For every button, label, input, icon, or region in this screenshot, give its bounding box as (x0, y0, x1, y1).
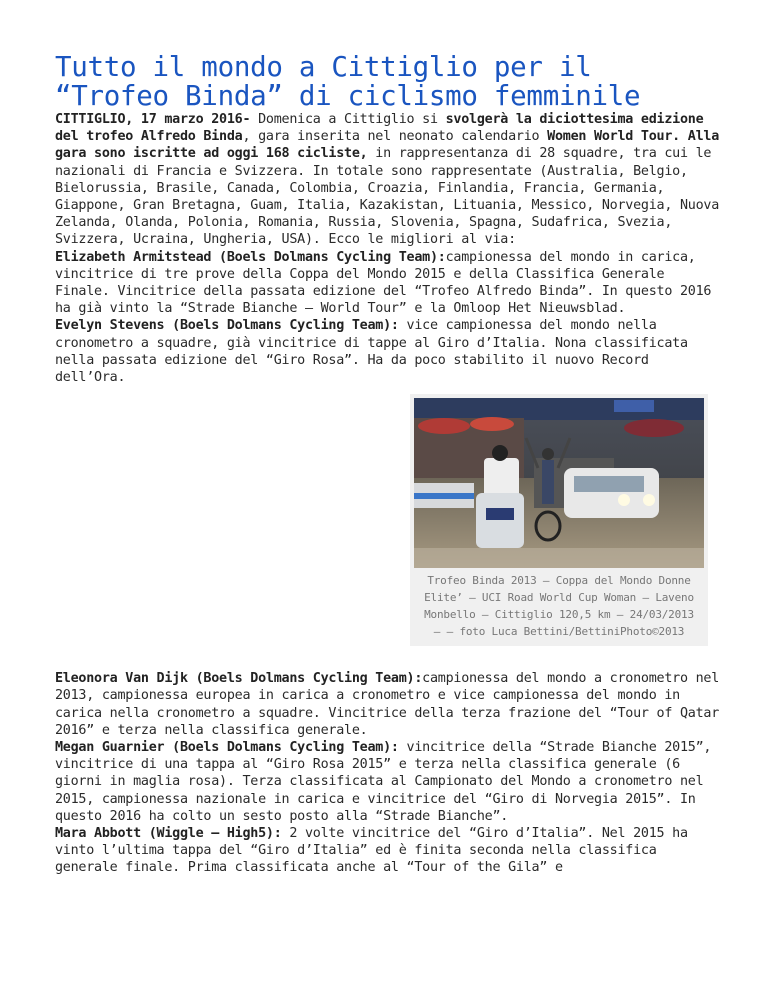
rider-paragraph (55, 825, 720, 877)
rider-name: Mara Abbott (Wiggle – High5): (55, 826, 282, 842)
photo-caption: Trofeo Binda 2013 – Coppa del Mondo Donne Elite’ – UCI Road World Cup Woman – Laveno Monbello – Cittiglio 120,5 km – 24/03/2013 – – foto Luca Bettini/BettiniPhoto©2013 (424, 574, 694, 639)
race-photo (414, 398, 704, 568)
dateline: CITTIGLIO, 17 marzo 2016- (55, 112, 251, 127)
rider-text: 2 volte vincitrice del “Giro d’Italia”. Nel 2015 ha vinto l’ultima tappa del “Giro d’Italia” ed è finita seconda nella classifica generale finale. Prima classificata anche al “Tour of the Gila” e (55, 826, 688, 876)
rider-text: campionessa del mondo in carica, vincitrice di tre prove della Coppa del Mondo 2015 e della Classifica Generale Finale. Vincitrice della passata edizione del “Trofeo Alfredo Binda”. In questo 2016 ha già vinto la “Strade Bianche – World Tour” e la Omloop Het Nieuwsblad. (55, 249, 712, 317)
intro-bold-2: Women World Tour. Alla gara sono iscritte ad oggi 168 cicliste, (55, 129, 720, 162)
rider-paragraph (55, 670, 720, 739)
intro-paragraph (55, 111, 720, 249)
rider-paragraph (55, 739, 720, 825)
rider-text: vice campionessa del mondo nella cronometro a squadre, già vincitrice di tappe al Giro d’Italia. Nona classificata nella passata edizione del “Giro Rosa”. Ha da poco stabilito il nuovo Record dell’Ora. (55, 318, 688, 386)
photo-figure (410, 394, 708, 646)
rider-paragraph (55, 317, 720, 386)
intro-bold-1: svolgerà la diciottesima edizione del trofeo Alfredo Binda (55, 112, 704, 145)
rider-paragraph (55, 249, 720, 318)
rider-text: vincitrice della “Strade Bianche 2015”, vincitrice di una tappa al “Giro Rosa 2015” e terza nella classifica generale (6 giorni in maglia rosa). Terza classificata al Campionato del Mondo a cronometro nel 2015, campionessa nazionale in carica e vincitrice del “Giro di Norvegia 2015”. In questo 2016 ha colto un sesto posto alla “Strade Bianche”. (55, 740, 712, 824)
intro-text-2: , gara inserita nel neonato calendario (242, 129, 548, 145)
intro-text-3: in rappresentanza di 28 squadre, tra cui le nazionali di Francia e Svizzera. In totale sono rappresentate (Australia, Belgio, Bielorussia, Brasile, Canada, Colombia, Croazia, Finlandia, Francia, Germania, Giappone, Gran Bretagna, Guam, Italia, Kazakistan, Lituania, Messico, Norvegia, Nuova Zelanda, Olanda, Polonia, Romania, Russia, Slovenia, Spagna, Sudafrica, Svezia, Svizzera, Ucraina, Ungheria, USA). Ecco le migliori al via: (55, 146, 720, 248)
rider-text: campionessa del mondo a cronometro nel 2013, campionessa europea in carica a cronometro e vice campionessa del mondo in carica nella cronometro a squadre. Vincitrice della terza frazione del “Tour of Qatar 2016” e terza nella classifica generale. (55, 671, 720, 738)
rider-name: Megan Guarnier (Boels Dolmans Cycling Team): (55, 740, 399, 756)
rider-name: Evelyn Stevens (Boels Dolmans Cycling Team): (55, 318, 399, 334)
article-title: Tutto il mondo a Cittiglio per il “Trofeo Binda” di ciclismo femminile (55, 51, 641, 112)
rider-name: Elizabeth Armitstead (Boels Dolmans Cycling Team): (55, 249, 446, 265)
rider-name: Eleonora Van Dijk (Boels Dolmans Cycling Team): (55, 671, 423, 687)
article (55, 53, 720, 877)
intro-text-1: Domenica a Cittiglio si (250, 112, 446, 127)
